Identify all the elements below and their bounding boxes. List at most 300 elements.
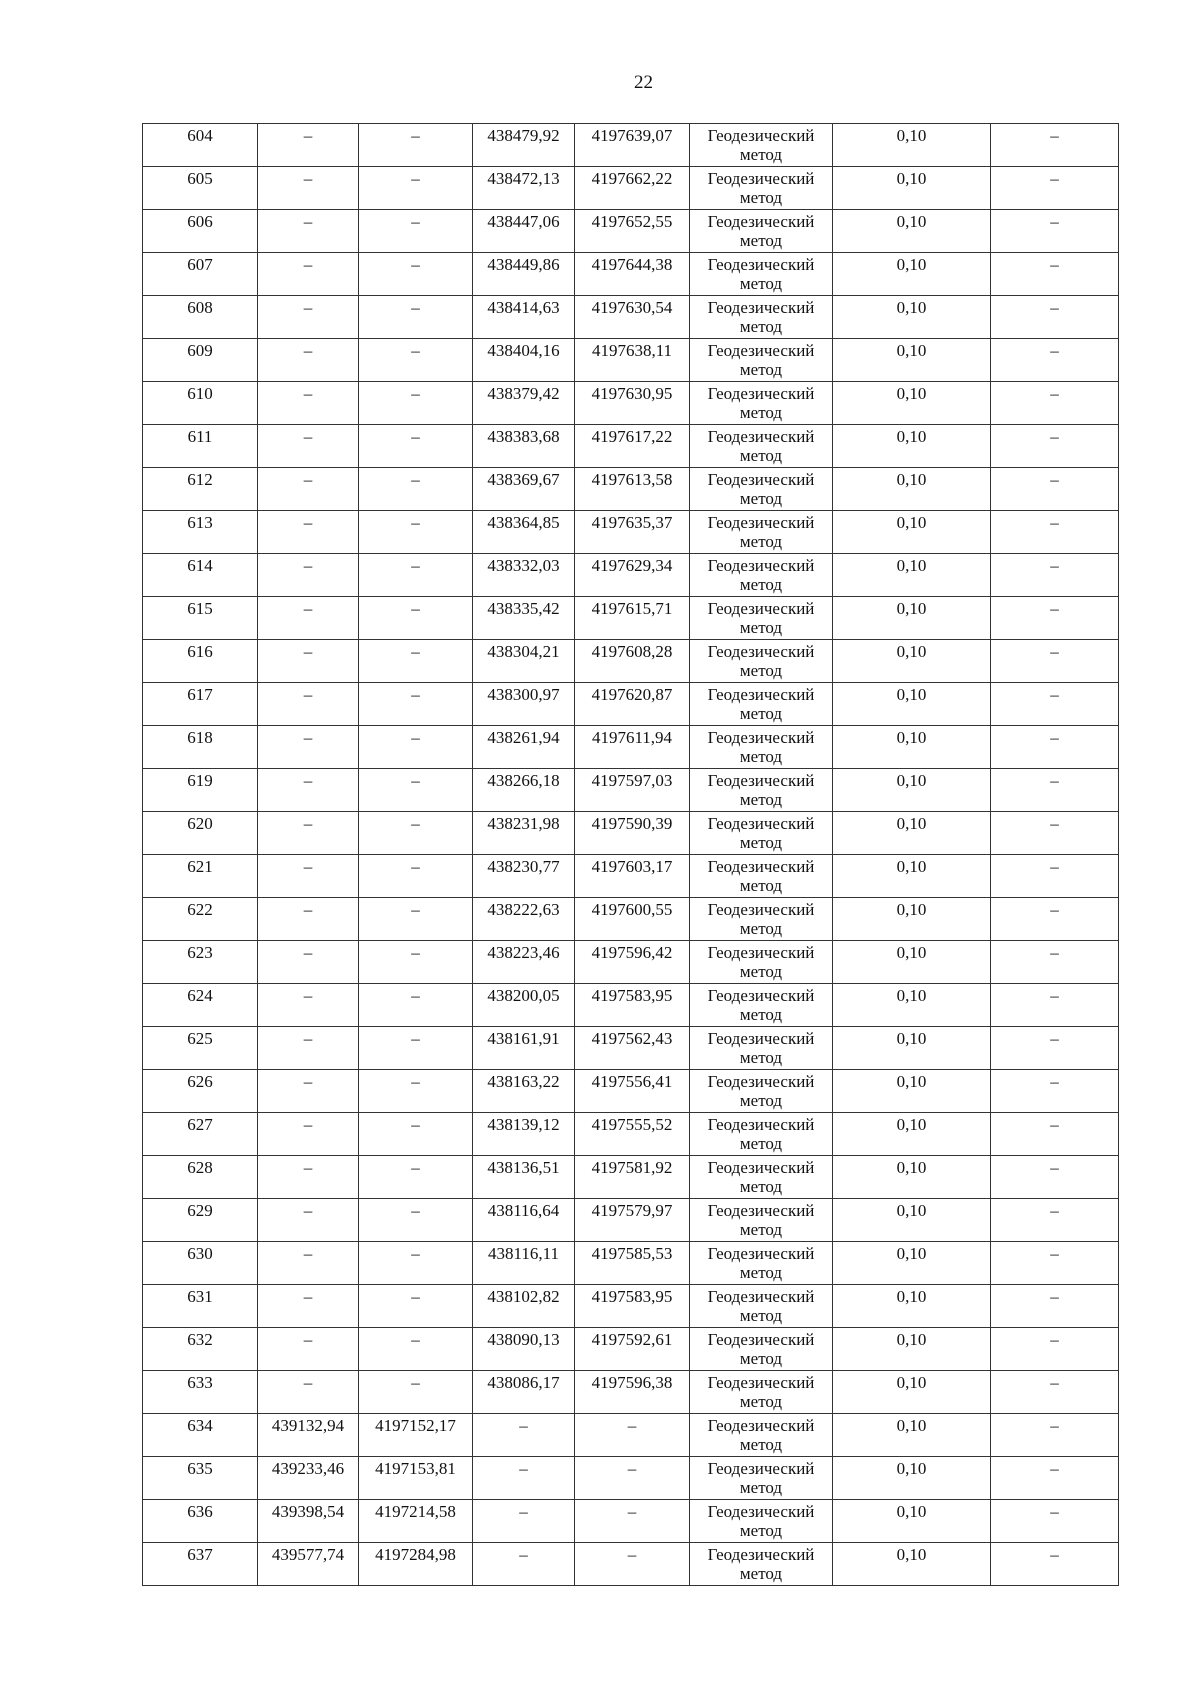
existing-y-cell-text: – [411, 1158, 420, 1177]
method-line2: метод [739, 575, 783, 594]
existing-y-cell-text: – [411, 470, 420, 489]
existing-y-cell-text: – [411, 1072, 420, 1091]
accuracy-cell [833, 1371, 991, 1414]
accuracy-cell-text: 0,10 [896, 427, 927, 446]
point-number-cell-text: 604 [187, 126, 213, 145]
description-cell [991, 898, 1119, 941]
point-number-cell [143, 1414, 258, 1457]
description-cell-text: – [1050, 1502, 1059, 1521]
existing-x-cell [258, 554, 359, 597]
table-row [143, 1199, 1119, 1242]
existing-y-cell-text: – [411, 513, 420, 532]
new-x-cell [473, 124, 575, 167]
table-row [143, 210, 1119, 253]
existing-y-cell-text: – [411, 1029, 420, 1048]
existing-y-cell-text: – [411, 986, 420, 1005]
accuracy-cell-text: 0,10 [896, 255, 927, 274]
point-number-cell-text: 606 [187, 212, 213, 231]
accuracy-cell [833, 296, 991, 339]
existing-x-cell-text: – [303, 1115, 313, 1134]
method-line2: метод [739, 403, 783, 422]
accuracy-cell [833, 1285, 991, 1328]
new-y-cell-text: 4197638,11 [591, 341, 673, 360]
method-cell [690, 640, 833, 683]
table-row [143, 726, 1119, 769]
accuracy-cell-text: 0,10 [896, 857, 927, 876]
point-number-cell [143, 554, 258, 597]
new-x-cell-text: 438136,51 [487, 1158, 560, 1177]
description-cell-text: – [1050, 1158, 1059, 1177]
point-number-cell [143, 597, 258, 640]
method-line2: метод [739, 446, 783, 465]
point-number-cell [143, 941, 258, 984]
point-number-cell-text: 631 [187, 1287, 213, 1306]
existing-y-cell [359, 855, 473, 898]
description-cell [991, 253, 1119, 296]
accuracy-cell-text: 0,10 [896, 771, 927, 790]
new-y-cell [575, 124, 690, 167]
existing-y-cell-text: – [411, 1201, 420, 1220]
existing-x-cell [258, 124, 359, 167]
existing-y-cell-text: – [411, 341, 420, 360]
new-y-cell-text: 4197635,37 [591, 513, 673, 532]
method-line2: метод [739, 188, 783, 207]
accuracy-cell-text: 0,10 [896, 1158, 927, 1177]
existing-y-cell [359, 1457, 473, 1500]
new-y-cell [575, 1543, 690, 1586]
description-cell [991, 1199, 1119, 1242]
description-cell [991, 382, 1119, 425]
existing-y-cell [359, 1027, 473, 1070]
accuracy-cell-text: 0,10 [896, 1201, 927, 1220]
description-cell-text: – [1050, 685, 1059, 704]
point-number-cell-text: 629 [187, 1201, 213, 1220]
accuracy-cell-text: 0,10 [896, 169, 927, 188]
method-line2: метод [739, 274, 783, 293]
description-cell [991, 339, 1119, 382]
method-line1: Геодезический [707, 1416, 815, 1435]
existing-x-cell-text: – [303, 900, 313, 919]
new-x-cell-text: 438116,11 [488, 1244, 559, 1263]
method-cell [690, 1027, 833, 1070]
description-cell-text: – [1050, 771, 1059, 790]
method-line1: Геодезический [707, 341, 815, 360]
method-cell [690, 124, 833, 167]
page-number: 22 [634, 72, 653, 93]
new-y-cell [575, 1371, 690, 1414]
accuracy-cell [833, 468, 991, 511]
method-line2: метод [739, 145, 783, 164]
point-number-cell [143, 1457, 258, 1500]
method-line1: Геодезический [707, 642, 815, 661]
new-y-cell-text: – [627, 1416, 637, 1435]
new-x-cell-text: 438102,82 [487, 1287, 560, 1306]
new-y-cell-text: 4197608,28 [591, 642, 673, 661]
accuracy-cell [833, 941, 991, 984]
new-y-cell-text: 4197579,97 [591, 1201, 673, 1220]
new-x-cell-text: 438139,12 [487, 1115, 560, 1134]
new-x-cell [473, 1156, 575, 1199]
new-y-cell [575, 167, 690, 210]
new-x-cell-text: 438383,68 [487, 427, 560, 446]
method-cell [690, 597, 833, 640]
accuracy-cell [833, 1500, 991, 1543]
accuracy-cell [833, 1156, 991, 1199]
new-x-cell [473, 1371, 575, 1414]
point-number-cell [143, 1371, 258, 1414]
method-cell [690, 1285, 833, 1328]
existing-y-cell [359, 339, 473, 382]
new-x-cell [473, 511, 575, 554]
new-x-cell [473, 812, 575, 855]
new-x-cell-text: 438116,64 [487, 1201, 560, 1220]
new-x-cell [473, 339, 575, 382]
table-row [143, 1070, 1119, 1113]
method-cell [690, 382, 833, 425]
new-y-cell [575, 812, 690, 855]
existing-y-cell [359, 812, 473, 855]
method-line1: Геодезический [707, 255, 815, 274]
description-cell-text: – [1050, 1416, 1059, 1435]
method-line1: Геодезический [707, 470, 815, 489]
point-number-cell-text: 633 [187, 1373, 213, 1392]
existing-y-cell [359, 382, 473, 425]
new-x-cell-text: 438086,17 [487, 1373, 560, 1392]
point-number-cell [143, 1027, 258, 1070]
coordinates-table [142, 123, 1119, 1586]
new-x-cell [473, 425, 575, 468]
new-x-cell [473, 898, 575, 941]
description-cell [991, 984, 1119, 1027]
method-line1: Геодезический [707, 1201, 815, 1220]
accuracy-cell-text: 0,10 [896, 126, 927, 145]
table-body [143, 124, 1119, 1586]
accuracy-cell-text: 0,10 [896, 900, 927, 919]
existing-x-cell-text: – [303, 728, 313, 747]
existing-x-cell-text: – [303, 1330, 313, 1349]
new-y-cell-text: 4197581,92 [591, 1158, 673, 1177]
existing-x-cell-text: – [303, 556, 313, 575]
description-cell-text: – [1050, 1373, 1059, 1392]
existing-x-cell [258, 941, 359, 984]
existing-x-cell-text: – [303, 1201, 313, 1220]
existing-x-cell [258, 898, 359, 941]
existing-x-cell [258, 1328, 359, 1371]
point-number-cell [143, 511, 258, 554]
accuracy-cell-text: 0,10 [896, 1287, 927, 1306]
description-cell-text: – [1050, 1330, 1059, 1349]
method-line1: Геодезический [707, 1287, 815, 1306]
method-line1: Геодезический [707, 427, 815, 446]
point-number-cell [143, 1113, 258, 1156]
existing-x-cell-text: – [303, 685, 313, 704]
existing-y-cell-text: – [411, 556, 420, 575]
new-x-cell [473, 468, 575, 511]
accuracy-cell [833, 554, 991, 597]
accuracy-cell-text: 0,10 [896, 470, 927, 489]
existing-x-cell [258, 339, 359, 382]
method-line1: Геодезический [707, 814, 815, 833]
existing-x-cell [258, 1285, 359, 1328]
existing-y-cell [359, 1328, 473, 1371]
existing-y-cell-text: – [411, 1330, 420, 1349]
accuracy-cell [833, 124, 991, 167]
description-cell [991, 1371, 1119, 1414]
new-x-cell-text: 438369,67 [487, 470, 560, 489]
accuracy-cell-text: 0,10 [896, 341, 927, 360]
description-cell-text: – [1050, 599, 1059, 618]
method-line1: Геодезический [707, 513, 815, 532]
existing-y-cell-text: – [411, 212, 420, 231]
description-cell-text: – [1050, 642, 1059, 661]
accuracy-cell-text: 0,10 [896, 814, 927, 833]
existing-y-cell [359, 1285, 473, 1328]
accuracy-cell-text: 0,10 [896, 599, 927, 618]
method-line2: метод [739, 704, 783, 723]
new-y-cell [575, 726, 690, 769]
existing-x-cell-text: – [303, 1373, 313, 1392]
description-cell [991, 124, 1119, 167]
method-cell [690, 210, 833, 253]
description-cell [991, 769, 1119, 812]
description-cell [991, 468, 1119, 511]
table-row [143, 1457, 1119, 1500]
accuracy-cell [833, 984, 991, 1027]
existing-y-cell-text: – [411, 642, 420, 661]
new-y-cell-text: 4197596,42 [591, 943, 673, 962]
new-y-cell [575, 1457, 690, 1500]
description-cell-text: – [1050, 900, 1059, 919]
description-cell [991, 1328, 1119, 1371]
method-cell [690, 296, 833, 339]
existing-y-cell-text: – [411, 126, 420, 145]
new-y-cell [575, 296, 690, 339]
description-cell [991, 640, 1119, 683]
method-line2: метод [739, 1091, 783, 1110]
existing-y-cell-text: – [411, 384, 420, 403]
accuracy-cell [833, 1070, 991, 1113]
description-cell [991, 296, 1119, 339]
existing-x-cell-text: – [303, 470, 313, 489]
method-line2: метод [739, 1306, 783, 1325]
existing-x-cell-text: – [303, 169, 313, 188]
description-cell [991, 167, 1119, 210]
point-number-cell-text: 611 [187, 427, 213, 446]
new-y-cell [575, 855, 690, 898]
existing-x-cell [258, 769, 359, 812]
existing-x-cell-text: – [303, 814, 313, 833]
accuracy-cell-text: 0,10 [896, 1029, 927, 1048]
new-y-cell-text: 4197615,71 [591, 599, 673, 618]
method-line1: Геодезический [707, 169, 815, 188]
existing-y-cell [359, 554, 473, 597]
method-line1: Геодезический [707, 556, 815, 575]
existing-x-cell [258, 1414, 359, 1457]
existing-y-cell [359, 640, 473, 683]
accuracy-cell [833, 597, 991, 640]
point-number-cell [143, 640, 258, 683]
existing-y-cell-text: – [411, 857, 420, 876]
accuracy-cell [833, 210, 991, 253]
existing-x-cell-text: – [303, 1287, 313, 1306]
new-x-cell-text: 438261,94 [487, 728, 560, 747]
description-cell-text: – [1050, 1115, 1059, 1134]
new-y-cell [575, 1070, 690, 1113]
existing-x-cell-text: – [303, 943, 313, 962]
new-y-cell [575, 382, 690, 425]
point-number-cell [143, 984, 258, 1027]
point-number-cell-text: 634 [187, 1416, 213, 1435]
point-number-cell-text: 622 [187, 900, 213, 919]
existing-y-cell [359, 1156, 473, 1199]
method-line1: Геодезический [707, 1029, 815, 1048]
table-row [143, 382, 1119, 425]
new-x-cell [473, 167, 575, 210]
method-cell [690, 1070, 833, 1113]
existing-x-cell [258, 597, 359, 640]
existing-x-cell-text: – [303, 599, 313, 618]
existing-x-cell [258, 167, 359, 210]
new-x-cell [473, 382, 575, 425]
method-cell [690, 683, 833, 726]
point-number-cell [143, 1199, 258, 1242]
existing-y-cell-text: – [411, 1373, 420, 1392]
new-y-cell-text: 4197556,41 [591, 1072, 673, 1091]
description-cell [991, 1156, 1119, 1199]
description-cell [991, 1070, 1119, 1113]
method-cell [690, 511, 833, 554]
new-x-cell [473, 1457, 575, 1500]
existing-x-cell [258, 382, 359, 425]
method-line2: метод [739, 1134, 783, 1153]
table-row [143, 1113, 1119, 1156]
existing-y-cell [359, 941, 473, 984]
method-line2: метод [739, 919, 783, 938]
point-number-cell-text: 624 [187, 986, 213, 1005]
method-line1: Геодезический [707, 1115, 815, 1134]
new-x-cell [473, 1070, 575, 1113]
method-cell [690, 812, 833, 855]
method-line1: Геодезический [707, 298, 815, 317]
existing-x-cell [258, 1156, 359, 1199]
existing-x-cell-text: – [303, 341, 313, 360]
new-x-cell [473, 726, 575, 769]
new-x-cell [473, 597, 575, 640]
method-line2: метод [739, 876, 783, 895]
method-line2: метод [739, 962, 783, 981]
existing-y-cell [359, 683, 473, 726]
existing-x-cell [258, 1113, 359, 1156]
new-y-cell-text: – [627, 1459, 637, 1478]
method-line1: Геодезический [707, 1373, 815, 1392]
point-number-cell [143, 425, 258, 468]
new-y-cell-text: 4197662,22 [591, 169, 673, 188]
existing-x-cell-text: 439577,74 [271, 1545, 345, 1564]
new-x-cell-text: 438222,63 [487, 900, 560, 919]
existing-x-cell-text: – [303, 986, 313, 1005]
description-cell-text: – [1050, 341, 1059, 360]
existing-y-cell [359, 1242, 473, 1285]
method-cell [690, 1156, 833, 1199]
point-number-cell-text: 612 [187, 470, 213, 489]
existing-x-cell-text: – [303, 298, 313, 317]
description-cell [991, 1027, 1119, 1070]
method-line1: Геодезический [707, 685, 815, 704]
point-number-cell [143, 812, 258, 855]
new-y-cell-text: – [627, 1545, 637, 1564]
point-number-cell-text: 617 [187, 685, 213, 704]
new-y-cell [575, 984, 690, 1027]
accuracy-cell [833, 1242, 991, 1285]
description-cell-text: – [1050, 513, 1059, 532]
point-number-cell-text: 621 [187, 857, 213, 876]
table-row [143, 554, 1119, 597]
existing-x-cell-text: 439398,54 [271, 1502, 345, 1521]
accuracy-cell [833, 339, 991, 382]
method-line2: метод [739, 1478, 783, 1497]
description-cell [991, 1113, 1119, 1156]
accuracy-cell [833, 1543, 991, 1586]
new-x-cell-text: 438332,03 [487, 556, 560, 575]
existing-x-cell [258, 210, 359, 253]
method-line2: метод [739, 618, 783, 637]
method-cell [690, 253, 833, 296]
new-x-cell [473, 855, 575, 898]
new-y-cell-text: 4197590,39 [591, 814, 673, 833]
existing-y-cell [359, 425, 473, 468]
new-x-cell [473, 683, 575, 726]
accuracy-cell [833, 1113, 991, 1156]
method-cell [690, 1113, 833, 1156]
new-y-cell [575, 640, 690, 683]
point-number-cell-text: 616 [187, 642, 213, 661]
new-x-cell-text: 438472,13 [487, 169, 560, 188]
existing-y-cell-text: – [411, 1244, 420, 1263]
existing-x-cell-text: – [303, 1029, 313, 1048]
table-row [143, 898, 1119, 941]
existing-y-cell-text: – [411, 900, 420, 919]
existing-y-cell-text: – [411, 728, 420, 747]
accuracy-cell-text: 0,10 [896, 1502, 927, 1521]
method-cell [690, 1414, 833, 1457]
method-cell [690, 898, 833, 941]
existing-y-cell-text: 4197153,81 [375, 1459, 456, 1478]
existing-x-cell-text: – [303, 771, 313, 790]
new-x-cell [473, 1027, 575, 1070]
new-y-cell-text: – [627, 1502, 637, 1521]
accuracy-cell-text: 0,10 [896, 1416, 927, 1435]
existing-y-cell-text: – [411, 1115, 420, 1134]
new-x-cell-text: 438364,85 [487, 513, 560, 532]
point-number-cell [143, 726, 258, 769]
description-cell-text: – [1050, 1545, 1059, 1564]
table-row [143, 425, 1119, 468]
existing-y-cell [359, 253, 473, 296]
table-row [143, 124, 1119, 167]
existing-y-cell-text: 4197284,98 [375, 1545, 456, 1564]
table-row [143, 1285, 1119, 1328]
point-number-cell [143, 210, 258, 253]
description-cell [991, 1543, 1119, 1586]
method-cell [690, 554, 833, 597]
new-x-cell-text: 438447,06 [487, 212, 560, 231]
point-number-cell-text: 605 [187, 169, 213, 188]
table-row [143, 1414, 1119, 1457]
new-x-cell-text: 438449,86 [487, 255, 560, 274]
description-cell [991, 511, 1119, 554]
new-y-cell [575, 425, 690, 468]
point-number-cell-text: 618 [187, 728, 213, 747]
